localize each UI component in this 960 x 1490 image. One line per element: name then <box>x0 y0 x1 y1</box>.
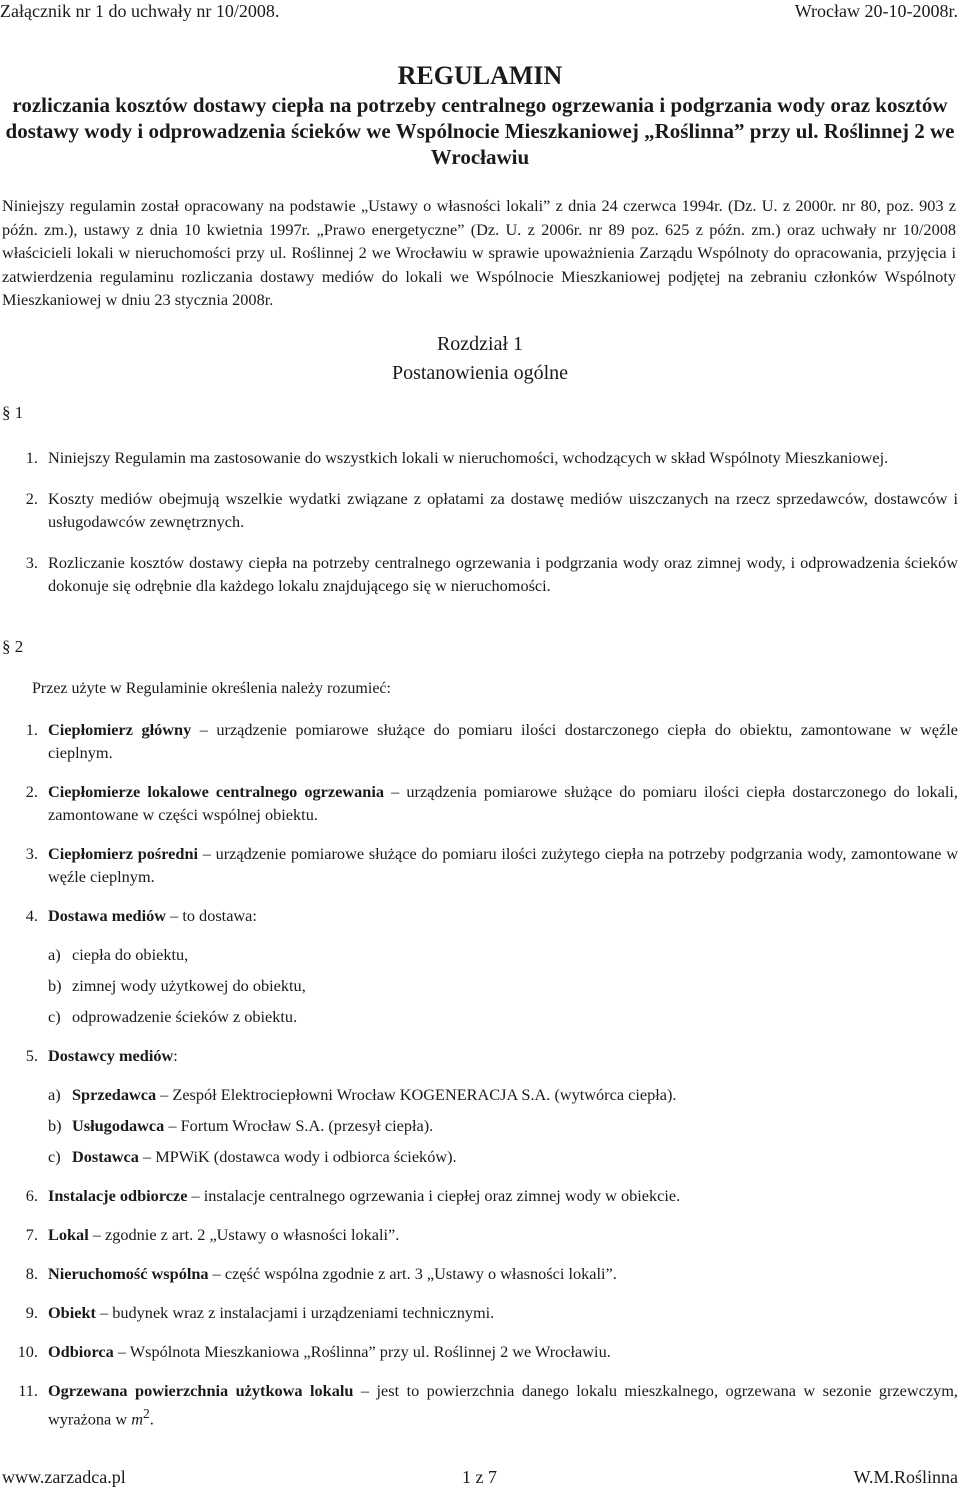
document-title: REGULAMIN <box>397 61 563 90</box>
definition-item <box>0 1044 958 1168</box>
definition-text: – zgodnie z art. 2 „Ustawy o własności lokali”. <box>88 1225 400 1244</box>
definition-item <box>0 1223 958 1246</box>
definition-text: – urządzenie pomiarowe służące do pomiaru ilości dostarczonego ciepła do obiektu, zamontowane w węźle cieplnym. <box>48 720 958 762</box>
item-number: 2. <box>25 782 38 801</box>
definition-item <box>0 1262 958 1285</box>
sub-item <box>0 1005 958 1028</box>
item-number: 11. <box>18 1381 38 1400</box>
sub-item-term: Sprzedawca <box>72 1085 157 1104</box>
header-attachment-note: Załącznik nr 1 do uchwały nr 10/2008. <box>0 1 280 21</box>
item-number: 6. <box>25 1186 38 1205</box>
sub-item <box>0 1114 958 1137</box>
unit-exponent: 2 <box>142 1406 150 1421</box>
definition-term: Odbiorca <box>48 1342 114 1361</box>
item-number: 1. <box>25 448 38 467</box>
sub-item-label: b) <box>48 1116 62 1135</box>
title-block <box>0 60 960 170</box>
item-number: 5. <box>25 1046 38 1065</box>
definition-term: Dostawa mediów <box>48 906 167 925</box>
sub-item <box>0 1083 958 1106</box>
chapter-name: Postanowienia ogólne <box>391 362 569 384</box>
definition-item <box>0 1340 958 1363</box>
item-number: 4. <box>25 906 38 925</box>
item-number: 3. <box>25 553 38 572</box>
sub-item-text: – Fortum Wrocław S.A. (przesył ciepła). <box>164 1116 434 1135</box>
sub-item-term: Usługodawca <box>72 1116 165 1135</box>
definition-text: – urządzenie pomiarowe służące do pomiaru ilości zużytego ciepła na potrzeby podgrzania wody, zamontowane w węźle cieplnym. <box>48 844 958 886</box>
definition-text: – część wspólna zgodnie z art. 3 „Ustawy o własności lokali”. <box>208 1264 617 1283</box>
intro-paragraph: Niniejszy regulamin został opracowany na podstawie „Ustawy o własności lokali” z dnia 24 czerwca 1994r. (Dz. U. z 2000r. nr 80, poz. 903 z późn. zm.), ustawy z dnia 10 kwietnia 1997r. „Prawo energetyczne” (Dz. U. z 2006r. nr 89 poz. 625 z późn. zm.) oraz uchwały nr 10/2008 właścicieli lokali w nieruchomości przy ul. Roślinnej 2 we Wrocławiu w sprawie upoważnienia Zarządu Wspólnoty do opracowania, przyjęcia i zatwierdzenia regulaminu rozliczania dostawy mediów do lokali we Wspólnocie Mieszkaniowej podjętej na zebraniu członków Wspólnoty Mieszkaniowej w dniu 23 stycznia 2008r. <box>2 196 956 309</box>
section-2-lead: Przez użyte w Regulaminie określenia należy rozumieć: <box>32 680 391 697</box>
definition-term: Lokal <box>48 1225 89 1244</box>
definition-text: – urządzenia pomiarowe służące do pomiaru ilości ciepła dostarczonego do lokali, zamontowane w części wspólnej obiektu. <box>48 782 958 824</box>
sub-item-label: a) <box>48 1085 61 1104</box>
sub-item-text: – MPWiK (dostawca wody i odbiorca ścieków). <box>138 1147 457 1166</box>
definition-item <box>0 842 958 888</box>
sub-item-text: ciepła do obiektu, <box>72 945 189 964</box>
sub-item-text: odprowadzenie ścieków z obiektu. <box>72 1007 298 1026</box>
sub-item <box>0 974 958 997</box>
definition-text: – budynek wraz z instalacjami i urządzeniami technicznymi. <box>95 1303 495 1322</box>
definition-term: Ciepłomierz główny <box>48 720 192 739</box>
header-date: Wrocław 20-10-2008r. <box>794 1 958 21</box>
definition-text: – Wspólnota Mieszkaniowa „Roślinna” przy ul. Roślinnej 2 we Wrocławiu. <box>113 1342 611 1361</box>
list-item <box>0 487 958 533</box>
sub-item-term: Dostawca <box>72 1147 139 1166</box>
definition-item <box>0 1184 958 1207</box>
item-number: 3. <box>25 844 38 863</box>
sub-item-label: c) <box>48 1007 61 1026</box>
item-number: 10. <box>17 1342 38 1361</box>
list-item <box>0 551 958 597</box>
definition-tail: . <box>149 1409 154 1429</box>
definition-item <box>0 780 958 826</box>
definition-item <box>0 1379 958 1430</box>
chapter-heading <box>300 330 660 388</box>
definition-text: – jest to powierzchnia danego lokalu mieszkalnego, ogrzewana w sezonie grzewczym, wyrażona w <box>48 1381 958 1429</box>
item-text: Rozliczanie kosztów dostawy ciepła na potrzeby centralnego ogrzewania i podgrzania wody oraz zimnej wody, i odprowadzenia ścieków dokonuje się odrębnie dla każdego lokalu znajdującego się w nieruchomości. <box>48 553 958 595</box>
sub-item-text: – Zespół Elektrociepłowni Wrocław KOGENERACJA S.A. (wytwórca ciepła). <box>156 1085 677 1104</box>
list-item <box>0 446 958 469</box>
page-header <box>0 0 960 22</box>
definition-text: – to dostawa: <box>166 906 257 925</box>
definition-term: Ciepłomierze lokalowe centralnego ogrzewania <box>48 782 384 801</box>
footer-website: www.zarzadca.pl <box>2 1467 126 1487</box>
sub-item-label: a) <box>48 945 61 964</box>
sub-item-label: b) <box>48 976 62 995</box>
chapter-number: Rozdział 1 <box>436 333 524 355</box>
definition-text: : <box>173 1046 178 1065</box>
document-subtitle: rozliczania kosztów dostawy ciepła na potrzeby centralnego ogrzewania i podgrzania wody oraz kosztów dostawy wody i odprowadzenia ścieków we Wspólnocie Mieszkaniowej „Roślinna” przy ul. Roślinnej 2 we Wrocławiu <box>5 93 955 169</box>
item-text: Koszty mediów obejmują wszelkie wydatki związane z opłatami za dostawę mediów uiszczanych na rzecz sprzedawców, dostawców i usługodawców zewnętrznych. <box>48 489 958 531</box>
section-1-mark: § 1 <box>2 403 24 422</box>
sub-item-label: c) <box>48 1147 61 1166</box>
definition-term: Obiekt <box>48 1303 96 1322</box>
sub-item <box>0 943 958 966</box>
definition-text: – instalacje centralnego ogrzewania i ciepłej oraz zimnej wody w obiekcie. <box>187 1186 681 1205</box>
definition-item <box>0 718 958 764</box>
section-2-mark: § 2 <box>2 637 24 656</box>
definitions-list <box>0 718 958 1430</box>
sub-item-text: zimnej wody użytkowej do obiektu, <box>72 976 306 995</box>
footer-page-number: 1 z 7 <box>462 1467 497 1487</box>
definition-term: Ciepłomierz pośredni <box>48 844 199 863</box>
item-number: 1. <box>25 720 38 739</box>
definition-item <box>0 1301 958 1324</box>
sub-item <box>0 1145 958 1168</box>
item-text: Niniejszy Regulamin ma zastosowanie do wszystkich lokali w nieruchomości, wchodzących w skład Wspólnoty Mieszkaniowej. <box>48 448 889 467</box>
item-number: 7. <box>25 1225 38 1244</box>
definition-item <box>0 904 958 1028</box>
definition-term: Instalacje odbiorcze <box>48 1186 188 1205</box>
item-number: 8. <box>25 1264 38 1283</box>
definition-term: Ogrzewana powierzchnia użytkowa lokalu <box>48 1381 354 1400</box>
definition-term: Dostawcy mediów <box>48 1046 174 1065</box>
unit-symbol: m <box>131 1409 143 1429</box>
definition-term: Nieruchomość wspólna <box>48 1264 209 1283</box>
item-number: 9. <box>25 1303 38 1322</box>
item-number: 2. <box>25 489 38 508</box>
footer-community-name: W.M.Roślinna <box>853 1467 958 1487</box>
section-1-list <box>0 446 958 597</box>
